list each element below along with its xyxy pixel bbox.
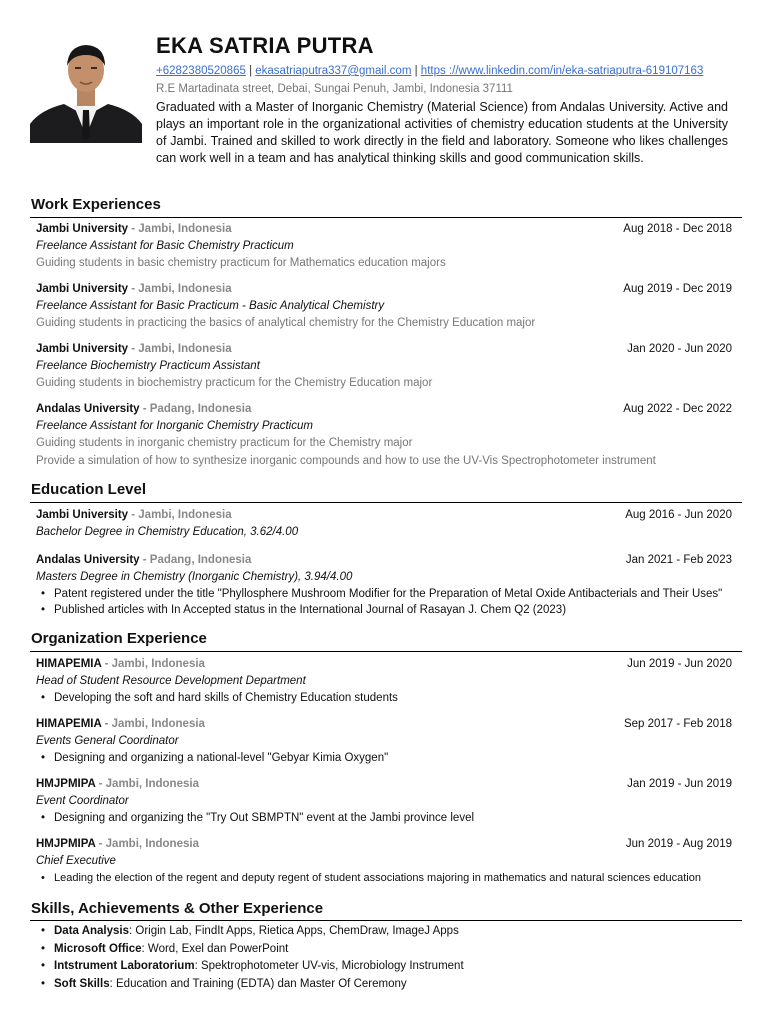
skill-category: Data Analysis (54, 925, 129, 937)
date-range: Jan 2019 - Jun 2019 (627, 778, 732, 790)
org-location: Jambi, Indonesia (138, 223, 232, 235)
skill-category: Intstrument Laboratorium (54, 960, 195, 972)
work-entry (36, 221, 732, 272)
job-role: Freelance Assistant for Inorganic Chemistry Practicum (36, 420, 313, 432)
list-item-text: Developing the soft and hard skills of Chemistry Education students (54, 692, 398, 704)
contact-separator: | (411, 65, 421, 77)
list-item-text: Patent registered under the title "Phyllosphere Mushroom Modifier for the Preparation of Metal Oxide Antibacterials and Their Uses" (54, 588, 723, 600)
bullet-icon: • (41, 977, 46, 990)
location-separator: - (139, 554, 150, 566)
job-description: Guiding students in basic chemistry practicum for Mathematics education majors (36, 257, 446, 269)
achievement-list (36, 586, 732, 618)
section-title-education: Education Level (31, 481, 147, 498)
institution-location: Jambi, Indonesia (138, 509, 232, 521)
org-location: Jambi, Indonesia (138, 283, 232, 295)
list-item (36, 870, 732, 886)
degree: Bachelor Degree in Chemistry Education, 3.62/4.00 (36, 526, 299, 538)
section-divider (30, 651, 742, 652)
skill-details: : Origin Lab, FindIt Apps, Rietica Apps, ChemDraw, ImageJ Apps (129, 925, 459, 937)
position: Chief Executive (36, 855, 116, 867)
institution-location: Padang, Indonesia (149, 554, 252, 566)
bullet-icon: • (41, 925, 46, 937)
date-range: Jan 2021 - Feb 2023 (625, 554, 732, 566)
section-title-organization: Organization Experience (31, 630, 207, 647)
job-description: Provide a simulation of how to synthesize inorganic compounds and how to use the UV-Vis Spectrophotometer instrument (36, 455, 656, 467)
skill-category: Microsoft Office (54, 942, 142, 955)
list-item-text: Leading the election of the regent and deputy regent of student associations majoring in mathematics and natural sciences education (54, 872, 701, 884)
resume-header (156, 30, 728, 167)
job-description: Guiding students in practicing the basics of analytical chemistry for the Chemistry Education major (36, 317, 536, 329)
skill-details: : Education and Training (EDTA) dan Master Of Ceremony (109, 977, 407, 990)
list-item (36, 810, 732, 826)
list-item (36, 690, 732, 706)
list-item (36, 941, 732, 959)
institution-name: Jambi University (36, 509, 129, 521)
profile-summary: Graduated with a Master of Inorganic Chemistry (Material Science) from Andalas University. Active and plays an important role in the organizational activities of chemistry education students at the University of Jambi. Trained and skilled to work directly in the field and laboratory. Someone who likes challenges can work well in a team and has analytical thinking skills and good communication skills. (156, 100, 728, 165)
date-range: Aug 2019 - Dec 2019 (623, 283, 732, 295)
location-separator: - (128, 283, 139, 295)
phone-link[interactable]: +6282380520865 (156, 65, 246, 77)
job-description: Guiding students in biochemistry practicum for the Chemistry Education major (36, 377, 433, 389)
org-name: Jambi University (36, 223, 129, 235)
list-item (36, 958, 732, 976)
org-name: HMJPMIPA (36, 838, 96, 850)
bullet-icon: • (41, 942, 46, 955)
location-separator: - (128, 223, 139, 235)
position: Event Coordinator (36, 795, 129, 807)
list-item (36, 586, 732, 602)
location-separator: - (95, 838, 106, 850)
list-item-text: Designing and organizing the "Try Out SBMPTN" event at the Jambi province level (54, 812, 475, 824)
bullet-icon: • (41, 604, 46, 616)
linkedin-link[interactable]: https ://www.linkedin.com/in/eka-satriaputra-619107163 (420, 65, 704, 77)
bullet-icon: • (41, 812, 46, 824)
list-item (36, 602, 732, 618)
org-name: Jambi University (36, 283, 129, 295)
bullet-icon: • (41, 588, 46, 600)
date-range: Jan 2020 - Jun 2020 (627, 343, 732, 355)
position: Head of Student Resource Development Department (36, 675, 306, 687)
section-divider (30, 920, 742, 921)
education-entry (36, 507, 732, 541)
org-name: HMJPMIPA (36, 778, 96, 790)
org-name: Andalas University (36, 403, 140, 415)
work-entry (36, 401, 732, 470)
location-separator: - (139, 403, 150, 415)
org-name: Jambi University (36, 343, 129, 355)
organization-entry (36, 776, 732, 826)
organization-entry (36, 836, 732, 886)
skills-list (36, 923, 732, 993)
bullet-icon: • (41, 692, 46, 704)
org-name: HIMAPEMIA (36, 718, 102, 730)
section-title-work: Work Experiences (31, 196, 161, 213)
list-item (36, 923, 732, 941)
candidate-name: EKA SATRIA PUTRA (156, 33, 374, 58)
job-description: Guiding students in inorganic chemistry practicum for the Chemistry major (36, 437, 413, 449)
degree: Masters Degree in Chemistry (Inorganic Chemistry), 3.94/4.00 (36, 571, 353, 583)
position: Events General Coordinator (36, 735, 179, 747)
bullet-icon: • (41, 960, 46, 972)
org-location: Jambi, Indonesia (105, 838, 199, 850)
date-range: Sep 2017 - Feb 2018 (623, 718, 732, 730)
date-range: Jun 2019 - Jun 2020 (627, 658, 732, 670)
date-range: Aug 2018 - Dec 2018 (623, 223, 732, 235)
org-location: Jambi, Indonesia (138, 343, 232, 355)
work-entry (36, 281, 732, 332)
date-range: Jun 2019 - Aug 2019 (625, 838, 732, 850)
section-divider (30, 217, 742, 218)
work-entry (36, 341, 732, 392)
list-item-text: Designing and organizing a national-level "Gebyar Kimia Oxygen" (54, 752, 389, 764)
skill-category: Soft Skills (54, 977, 110, 990)
skill-details: : Spektrophotometer UV-vis, Microbiology Instrument (194, 960, 464, 972)
location-separator: - (95, 778, 106, 790)
contact-separator: | (245, 65, 256, 77)
job-role: Freelance Assistant for Basic Chemistry Practicum (36, 240, 294, 252)
org-location: Jambi, Indonesia (111, 718, 205, 730)
organization-entry (36, 716, 732, 766)
location-separator: - (101, 718, 112, 730)
location-separator: - (101, 658, 112, 670)
date-range: Aug 2022 - Dec 2022 (623, 403, 732, 415)
list-item (36, 750, 732, 766)
contact-line (156, 64, 728, 79)
list-item (36, 976, 732, 994)
education-entry (36, 552, 732, 618)
bullet-icon: • (41, 872, 45, 884)
section-divider (30, 502, 742, 503)
org-location: Jambi, Indonesia (111, 658, 205, 670)
org-location: Padang, Indonesia (149, 403, 252, 415)
bullet-icon: • (41, 752, 46, 764)
profile-photo (30, 36, 142, 143)
org-location: Jambi, Indonesia (105, 778, 199, 790)
email-link[interactable]: ekasatriaputra337@gmail.com (255, 65, 412, 77)
job-role: Freelance Biochemistry Practicum Assistant (36, 360, 260, 372)
address: R.E Martadinata street, Debai, Sungai Penuh, Jambi, Indonesia 37111 (156, 83, 513, 95)
organization-entry (36, 656, 732, 706)
date-range: Aug 2016 - Jun 2020 (625, 509, 732, 521)
location-separator: - (128, 343, 139, 355)
institution-name: Andalas University (36, 554, 140, 566)
section-title-skills: Skills, Achievements & Other Experience (31, 900, 324, 917)
location-separator: - (128, 509, 139, 521)
list-item-text: Published articles with In Accepted status in the International Journal of Rasayan J. Chem Q2 (2023) (54, 604, 567, 616)
skill-details: : Word, Exel dan PowerPoint (141, 942, 289, 955)
org-name: HIMAPEMIA (36, 658, 102, 670)
job-role: Freelance Assistant for Basic Practicum - Basic Analytical Chemistry (36, 300, 385, 312)
